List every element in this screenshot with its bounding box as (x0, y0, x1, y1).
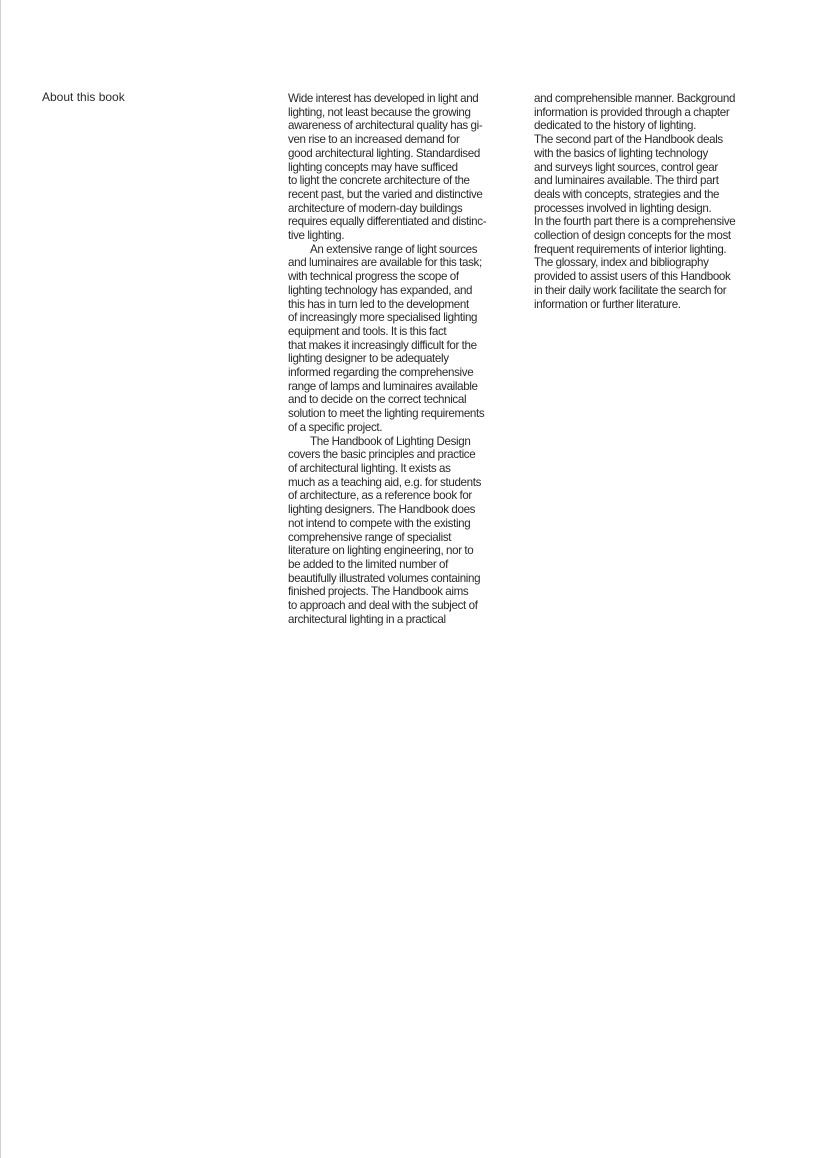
text-line: lighting concepts may have sufficed (288, 160, 458, 174)
text-line: collection of design concepts for the most (534, 229, 731, 243)
text-line: range of lamps and luminaires available (288, 379, 478, 393)
text-line: lighting technology has expanded, and (288, 283, 473, 297)
text-line: information or further literature. (534, 297, 681, 311)
text-line: tive lighting. (288, 229, 345, 243)
text-line: beautifully illustrated volumes containing (288, 571, 481, 585)
text-line: architectural lighting in a practical (288, 612, 446, 626)
text-line: lighting, not least because the growing (288, 105, 471, 119)
text-line: The glossary, index and bibliography (534, 256, 709, 270)
text-line: lighting designers. The Handbook does (288, 503, 476, 517)
text-line: and comprehensible manner. Background (534, 92, 736, 105)
text-line: frequent requirements of interior lighting. (534, 242, 727, 256)
text-line: processes involved in lighting design. (534, 201, 712, 215)
text-line: of architecture, as a reference book for (288, 489, 472, 503)
text-line: that makes it increasingly difficult for the (288, 338, 477, 352)
text-line: literature on lighting engineering, nor to (288, 544, 474, 558)
section-title: About this book (42, 90, 125, 104)
text-line: recent past, but the varied and distinctive (288, 187, 483, 201)
text-line: equipment and tools. It is this fact (288, 324, 447, 338)
text-line: and luminaires available. The third part (534, 174, 719, 188)
text-line: to light the concrete architecture of the (288, 174, 470, 188)
text-line: finished projects. The Handbook aims (288, 585, 469, 599)
text-line: solution to meet the lighting requirements (288, 407, 485, 421)
text-line: not intend to compete with the existing (288, 516, 471, 530)
text-line: with the basics of lighting technology (534, 146, 708, 160)
text-line: Wide interest has developed in light and (288, 92, 479, 105)
text-line: provided to assist users of this Handbook (534, 270, 731, 284)
text-line: deals with concepts, strategies and the (534, 187, 720, 201)
text-line: The second part of the Handbook deals (534, 133, 723, 147)
page-edge-line (0, 0, 1, 1158)
text-line: of a specific project. (288, 420, 383, 434)
text-line: much as a teaching aid, e.g. for students (288, 475, 482, 489)
text-line: lighting designer to be adequately (288, 352, 449, 366)
text-line: informed regarding the comprehensive (288, 366, 474, 380)
text-line: and to decide on the correct technical (288, 393, 467, 407)
text-line: requires equally differentiated and distinc- (288, 215, 487, 229)
text-column-2 (534, 92, 764, 311)
text-line: and surveys light sources, control gear (534, 160, 718, 174)
text-line: In the fourth part there is a comprehensive (534, 215, 736, 229)
text-line: of increasingly more specialised lighting (288, 311, 478, 325)
text-line: covers the basic principles and practice (288, 448, 476, 462)
text-line: good architectural lighting. Standardised (288, 146, 480, 160)
text-line: in their daily work facilitate the search for (534, 283, 727, 297)
text-line: and luminaires are available for this task; (288, 256, 482, 270)
text-line: awareness of architectural quality has gi- (288, 119, 483, 133)
text-line: architecture of modern-day buildings (288, 201, 463, 215)
text-line: information is provided through a chapter (534, 105, 730, 119)
text-line: this has in turn led to the development (288, 297, 469, 311)
text-line: of architectural lighting. It exists as (288, 461, 451, 475)
text-column-1 (288, 92, 514, 626)
text-line: to approach and deal with the subject of (288, 599, 478, 613)
paragraph-start-line: An extensive range of light sources (310, 242, 478, 256)
text-line: comprehensive range of specialist (288, 530, 452, 544)
text-line: with technical progress the scope of (288, 270, 459, 284)
text-line: dedicated to the history of lighting. (534, 119, 697, 133)
text-line: ven rise to an increased demand for (288, 133, 460, 147)
text-line: be added to the limited number of (288, 557, 448, 571)
paragraph-start-line: The Handbook of Lighting Design (310, 434, 471, 448)
